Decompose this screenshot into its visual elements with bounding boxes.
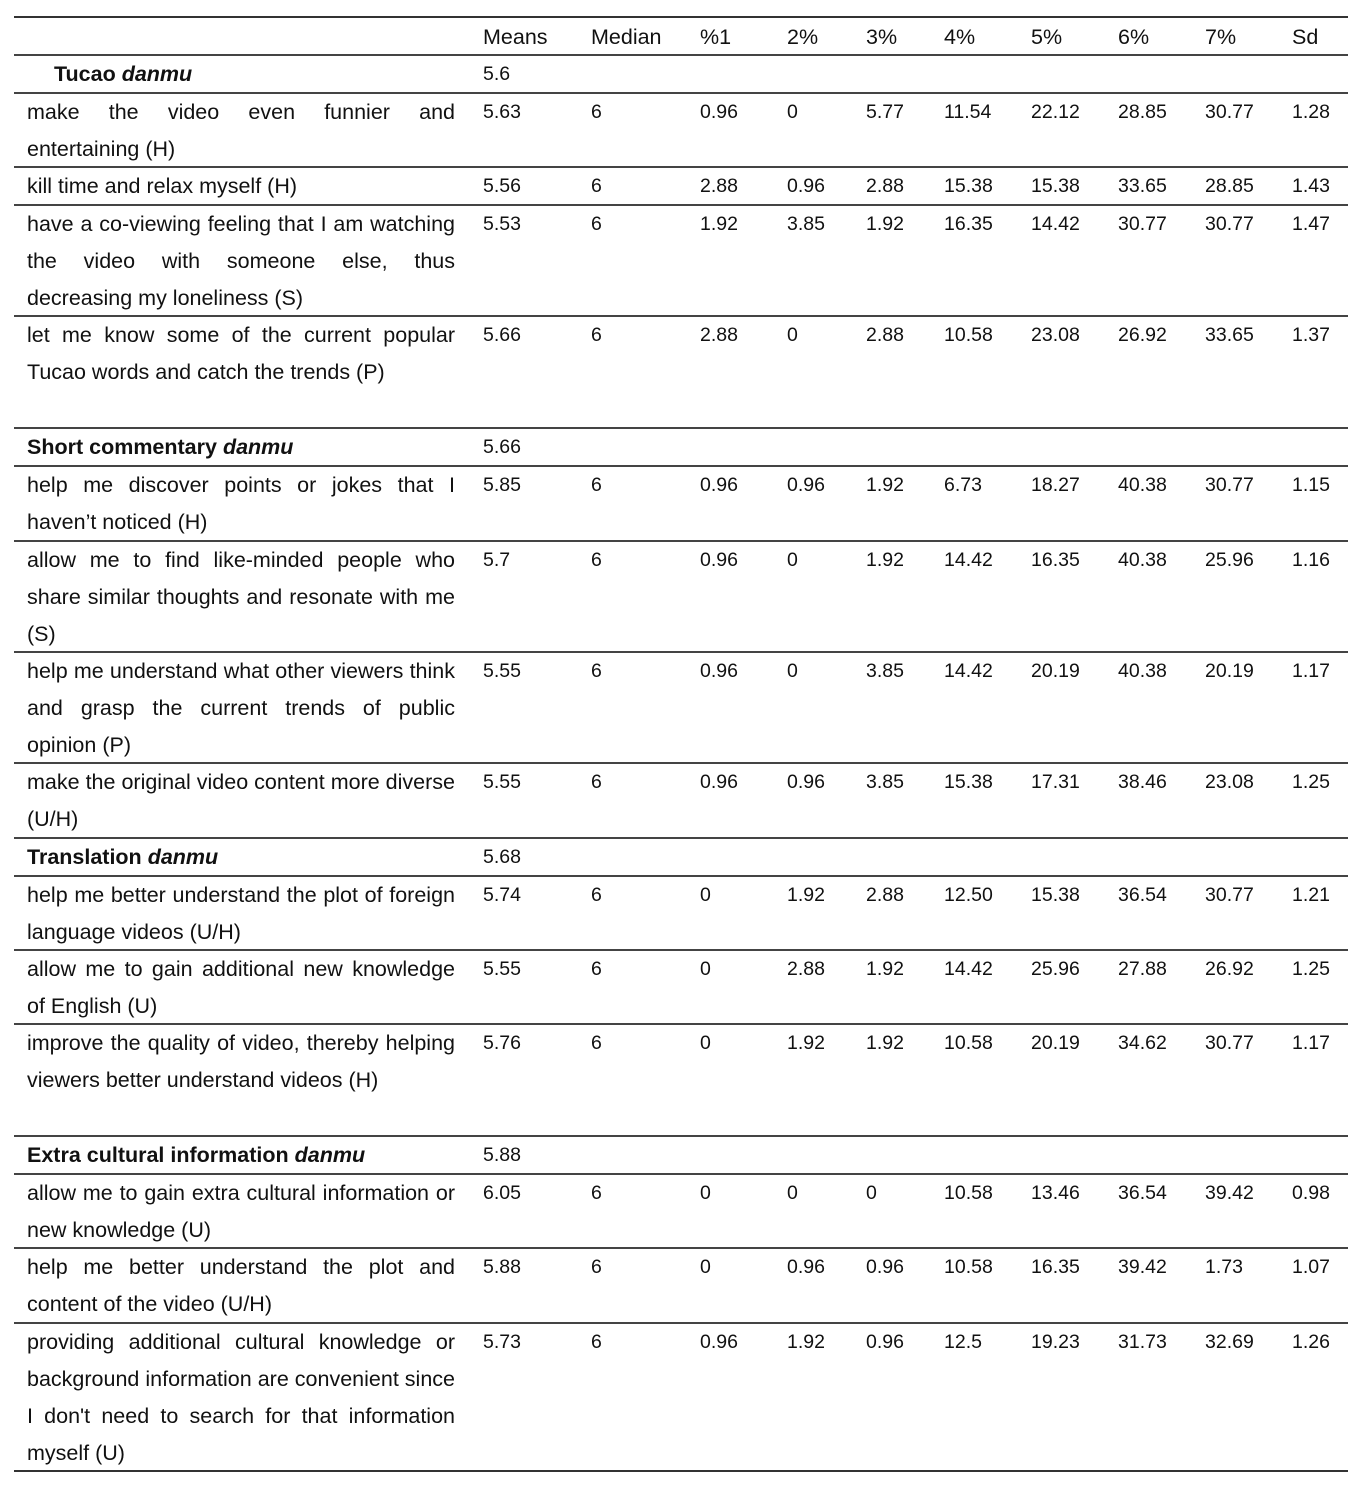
cell-p3: 1.92: [866, 958, 904, 980]
cell-p2: 1.92: [787, 1331, 825, 1353]
cell-p3: 2.88: [866, 324, 904, 346]
cell-p3: 1.92: [866, 474, 904, 496]
table-row: [14, 1175, 1348, 1249]
table-row: [14, 542, 1348, 653]
cell-p6: 26.92: [1118, 324, 1167, 346]
table-row: [14, 877, 1348, 951]
cell-p6: 34.62: [1118, 1032, 1167, 1054]
row-label: let me know some of the current popular Tucao words and catch the trends (P): [27, 323, 455, 384]
cell-p2: 1.92: [787, 1032, 825, 1054]
cell-sd: 1.15: [1292, 474, 1330, 496]
cell-p3: 1.92: [866, 213, 904, 235]
group-mean: 5.66: [483, 436, 521, 458]
cell-p3: 1.92: [866, 549, 904, 571]
group-title: [27, 429, 455, 466]
cell-means: 5.85: [483, 474, 521, 496]
cell-p5: 14.42: [1031, 213, 1080, 235]
col-header-p5: 5%: [1031, 25, 1063, 49]
cell-p7: 20.19: [1205, 660, 1254, 682]
cell-p2: 1.92: [787, 884, 825, 906]
cell-means: 5.63: [483, 101, 521, 123]
cell-p4: 10.58: [944, 1032, 993, 1054]
cell-median: 6: [591, 958, 602, 980]
row-label: help me discover points or jokes that I haven’t noticed (H): [27, 473, 455, 534]
group-title: [27, 1137, 455, 1174]
cell-p3: 2.88: [866, 175, 904, 197]
cell-p2: 0: [787, 324, 798, 346]
cell-p4: 6.73: [944, 474, 982, 496]
cell-means: 5.74: [483, 884, 521, 906]
cell-p4: 12.5: [944, 1331, 982, 1353]
cell-p4: 10.58: [944, 1256, 993, 1278]
cell-p2: 2.88: [787, 958, 825, 980]
cell-median: 6: [591, 1032, 602, 1054]
cell-means: 5.55: [483, 660, 521, 682]
cell-p5: 15.38: [1031, 884, 1080, 906]
cell-p2: 0: [787, 1182, 798, 1204]
cell-median: 6: [591, 1182, 602, 1204]
cell-median: 6: [591, 324, 602, 346]
group-title-text: Translation: [27, 845, 142, 869]
cell-p2: 0.96: [787, 771, 825, 793]
cell-p7: 33.65: [1205, 324, 1254, 346]
table-row: [14, 1249, 1348, 1324]
col-header-p2: 2%: [787, 25, 819, 49]
group-mean: 5.68: [483, 846, 521, 868]
table-row: [14, 1324, 1348, 1472]
cell-p2: 0: [787, 549, 798, 571]
cell-p5: 20.19: [1031, 1032, 1080, 1054]
cell-p1: 0.96: [700, 660, 738, 682]
cell-p6: 40.38: [1118, 660, 1167, 682]
cell-p1: 0.96: [700, 474, 738, 496]
cell-p4: 14.42: [944, 549, 993, 571]
cell-sd: 0.98: [1292, 1182, 1330, 1204]
cell-p7: 39.42: [1205, 1182, 1254, 1204]
cell-means: 5.66: [483, 324, 521, 346]
survey-table: [14, 16, 1348, 1472]
cell-p4: 16.35: [944, 213, 993, 235]
cell-sd: 1.25: [1292, 958, 1330, 980]
cell-p1: 0: [700, 1182, 711, 1204]
row-label: help me understand what other viewers think and grasp the current trends of public opinion (P): [27, 659, 455, 757]
cell-sd: 1.17: [1292, 1032, 1330, 1054]
cell-sd: 1.47: [1292, 213, 1330, 235]
cell-median: 6: [591, 1331, 602, 1353]
col-header-p1: %1: [700, 25, 732, 49]
cell-p3: 5.77: [866, 101, 904, 123]
row-label: help me better understand the plot of foreign language videos (U/H): [27, 883, 455, 944]
cell-p6: 33.65: [1118, 175, 1167, 197]
cell-p7: 28.85: [1205, 175, 1254, 197]
cell-p2: 0: [787, 101, 798, 123]
cell-median: 6: [591, 771, 602, 793]
row-label: allow me to gain extra cultural information or new knowledge (U): [27, 1181, 455, 1242]
cell-p6: 38.46: [1118, 771, 1167, 793]
group-header-row: [14, 56, 1348, 94]
header-row: [14, 18, 1348, 56]
cell-p5: 19.23: [1031, 1331, 1080, 1353]
row-label: kill time and relax myself (H): [27, 174, 297, 198]
cell-median: 6: [591, 474, 602, 496]
cell-means: 5.73: [483, 1331, 521, 1353]
cell-median: 6: [591, 1256, 602, 1278]
cell-p1: 0: [700, 1256, 711, 1278]
cell-sd: 1.26: [1292, 1331, 1330, 1353]
group-title-text: Extra cultural information: [27, 1143, 289, 1167]
group-title-italic: danmu: [294, 1143, 366, 1167]
row-label: providing additional cultural knowledge or background information are convenient since I don't need to search for that information myself (U): [27, 1330, 455, 1465]
cell-sd: 1.25: [1292, 771, 1330, 793]
cell-p1: 0: [700, 884, 711, 906]
cell-p7: 25.96: [1205, 549, 1254, 571]
col-header-median: Median: [591, 25, 662, 49]
col-header-p3: 3%: [866, 25, 898, 49]
cell-p5: 23.08: [1031, 324, 1080, 346]
group-title: [54, 56, 482, 93]
cell-p3: 0.96: [866, 1331, 904, 1353]
table-row: [14, 94, 1348, 168]
row-label: have a co-viewing feeling that I am watching the video with someone else, thus decreasing my loneliness (S): [27, 212, 455, 310]
table-body: [14, 56, 1348, 1472]
col-header-means: Means: [483, 25, 548, 49]
cell-p7: 30.77: [1205, 101, 1254, 123]
cell-median: 6: [591, 660, 602, 682]
cell-p7: 30.77: [1205, 1032, 1254, 1054]
table-row: [14, 168, 1348, 206]
cell-p4: 14.42: [944, 660, 993, 682]
cell-p6: 36.54: [1118, 884, 1167, 906]
cell-p5: 20.19: [1031, 660, 1080, 682]
row-label: make the video even funnier and entertaining (H): [27, 100, 455, 161]
table-row: [14, 951, 1348, 1025]
cell-means: 5.7: [483, 549, 511, 571]
table-row: [14, 1025, 1348, 1137]
cell-p1: 0.96: [700, 549, 738, 571]
table-row: [14, 206, 1348, 317]
cell-p3: 0.96: [866, 1256, 904, 1278]
col-header-p6: 6%: [1118, 25, 1150, 49]
cell-p5: 15.38: [1031, 175, 1080, 197]
group-title-italic: danmu: [121, 62, 193, 86]
cell-p7: 30.77: [1205, 474, 1254, 496]
row-label: make the original video content more diverse (U/H): [27, 770, 455, 831]
cell-means: 6.05: [483, 1182, 521, 1204]
cell-median: 6: [591, 884, 602, 906]
cell-p3: 2.88: [866, 884, 904, 906]
cell-p4: 15.38: [944, 771, 993, 793]
cell-means: 5.55: [483, 958, 521, 980]
row-label: improve the quality of video, thereby helping viewers better understand videos (H): [27, 1031, 455, 1092]
cell-p6: 39.42: [1118, 1256, 1167, 1278]
cell-p2: 0.96: [787, 474, 825, 496]
cell-p3: 3.85: [866, 660, 904, 682]
group-mean: 5.88: [483, 1144, 521, 1166]
cell-median: 6: [591, 549, 602, 571]
row-label: allow me to find like-minded people who share similar thoughts and resonate with me (S): [27, 548, 455, 646]
cell-p5: 16.35: [1031, 549, 1080, 571]
cell-sd: 1.17: [1292, 660, 1330, 682]
cell-p5: 18.27: [1031, 474, 1080, 496]
group-header-row: [14, 429, 1348, 467]
cell-p2: 0: [787, 660, 798, 682]
cell-p4: 10.58: [944, 1182, 993, 1204]
cell-p1: 1.92: [700, 213, 738, 235]
row-label: help me better understand the plot and content of the video (U/H): [27, 1255, 455, 1316]
col-header-p4: 4%: [944, 25, 976, 49]
cell-p2: 0.96: [787, 175, 825, 197]
col-header-sd: Sd: [1292, 25, 1319, 49]
cell-p5: 16.35: [1031, 1256, 1080, 1278]
cell-p4: 11.54: [944, 101, 992, 123]
cell-sd: 1.16: [1292, 549, 1330, 571]
cell-p4: 15.38: [944, 175, 993, 197]
cell-p6: 31.73: [1118, 1331, 1167, 1353]
cell-sd: 1.43: [1292, 175, 1330, 197]
cell-p2: 0.96: [787, 1256, 825, 1278]
group-header-row: [14, 1137, 1348, 1175]
cell-p3: 3.85: [866, 771, 904, 793]
cell-p1: 0: [700, 958, 711, 980]
group-mean: 5.6: [483, 63, 511, 85]
cell-p1: 2.88: [700, 324, 738, 346]
cell-p7: 26.92: [1205, 958, 1254, 980]
cell-p7: 30.77: [1205, 213, 1254, 235]
group-title-italic: danmu: [147, 845, 219, 869]
cell-p6: 28.85: [1118, 101, 1167, 123]
cell-p7: 23.08: [1205, 771, 1254, 793]
cell-median: 6: [591, 175, 602, 197]
cell-p1: 0.96: [700, 771, 738, 793]
cell-median: 6: [591, 213, 602, 235]
table-row: [14, 317, 1348, 429]
cell-p6: 30.77: [1118, 213, 1167, 235]
group-title-italic: danmu: [222, 435, 294, 459]
cell-p7: 1.73: [1205, 1256, 1243, 1278]
cell-median: 6: [591, 101, 602, 123]
cell-p1: 0: [700, 1032, 711, 1054]
cell-p6: 40.38: [1118, 549, 1167, 571]
cell-means: 5.88: [483, 1256, 521, 1278]
cell-p4: 10.58: [944, 324, 993, 346]
cell-p1: 0.96: [700, 1331, 738, 1353]
cell-sd: 1.07: [1292, 1256, 1330, 1278]
cell-p5: 13.46: [1031, 1182, 1080, 1204]
table-row: [14, 653, 1348, 764]
cell-p4: 14.42: [944, 958, 993, 980]
table-row: [14, 467, 1348, 542]
cell-p6: 36.54: [1118, 1182, 1167, 1204]
cell-p6: 27.88: [1118, 958, 1167, 980]
cell-p1: 2.88: [700, 175, 738, 197]
cell-p5: 22.12: [1031, 101, 1080, 123]
cell-sd: 1.28: [1292, 101, 1330, 123]
group-title-text: Short commentary: [27, 435, 217, 459]
cell-means: 5.76: [483, 1032, 521, 1054]
cell-p7: 32.69: [1205, 1331, 1254, 1353]
group-title: [27, 839, 455, 876]
cell-sd: 1.21: [1292, 884, 1330, 906]
cell-p5: 17.31: [1031, 771, 1080, 793]
cell-means: 5.55: [483, 771, 521, 793]
cell-means: 5.53: [483, 213, 521, 235]
row-label: allow me to gain additional new knowledge of English (U): [27, 957, 455, 1018]
cell-p5: 25.96: [1031, 958, 1080, 980]
col-header-p7: 7%: [1205, 25, 1237, 49]
cell-means: 5.56: [483, 175, 521, 197]
table-row: [14, 764, 1348, 839]
group-title-text: Tucao: [54, 62, 116, 86]
cell-p3: 0: [866, 1182, 877, 1204]
cell-p4: 12.50: [944, 884, 993, 906]
cell-p1: 0.96: [700, 101, 738, 123]
group-header-row: [14, 839, 1348, 877]
cell-sd: 1.37: [1292, 324, 1330, 346]
cell-p6: 40.38: [1118, 474, 1167, 496]
cell-p2: 3.85: [787, 213, 825, 235]
cell-p7: 30.77: [1205, 884, 1254, 906]
cell-p3: 1.92: [866, 1032, 904, 1054]
